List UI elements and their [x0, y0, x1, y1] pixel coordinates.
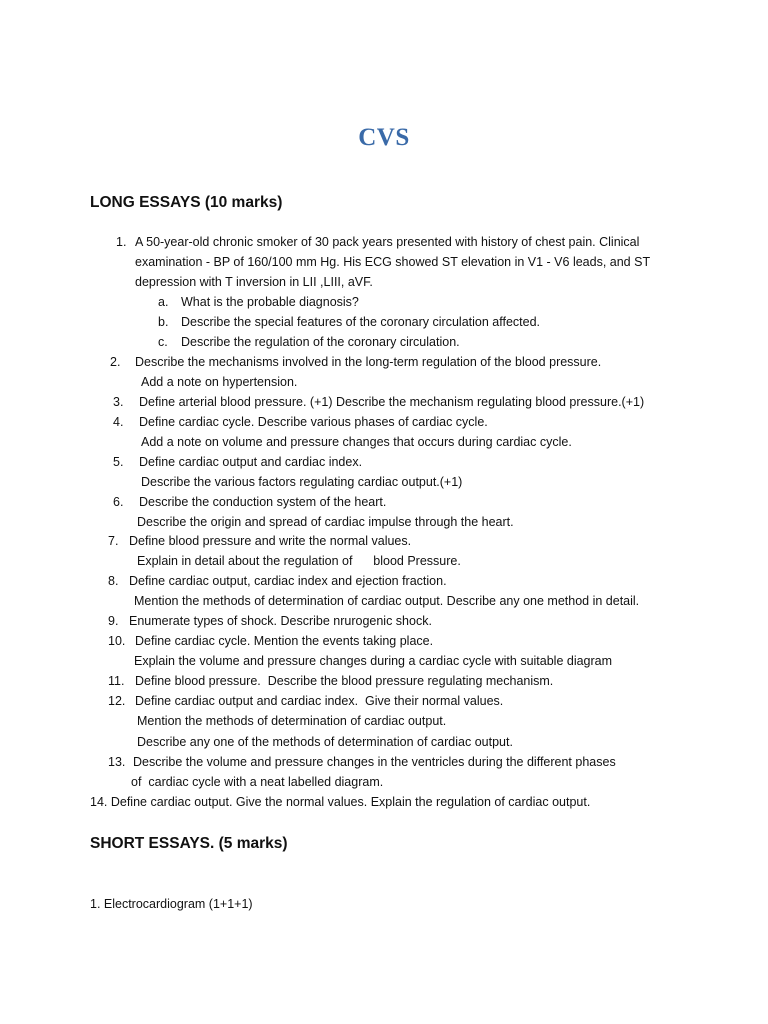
- page-title: CVS: [358, 124, 410, 151]
- list-item-text: of cardiac cycle with a neat labelled diagram.: [131, 775, 384, 789]
- list-item-number: 13.: [108, 755, 126, 769]
- list-item-text: Describe the conduction system of the heart.: [139, 495, 387, 509]
- list-item-text: Describe the various factors regulating cardiac output.(+1): [141, 475, 463, 489]
- list-item-text: Describe any one of the methods of determination of cardiac output.: [137, 735, 513, 749]
- list-item-text: depression with T inversion in LII ,LIII, aVF.: [135, 275, 373, 289]
- list-item-number: 8.: [108, 574, 119, 588]
- list-item-number: 3.: [113, 395, 124, 409]
- list-item-text: Define cardiac output and cardiac index. Give their normal values.: [135, 694, 504, 708]
- list-item-text: Explain the volume and pressure changes during a cardiac cycle with suitable diagram: [134, 654, 613, 668]
- list-item-text: Mention the methods of determination of cardiac output.: [137, 714, 447, 728]
- list-item-text: Describe the origin and spread of cardiac impulse through the heart.: [137, 515, 514, 529]
- sub-item-letter: c.: [158, 335, 168, 349]
- list-item-text: Define cardiac output and cardiac index.: [139, 455, 363, 469]
- sub-item-text: Describe the regulation of the coronary circulation.: [181, 335, 460, 349]
- sub-item-text: Describe the special features of the coronary circulation affected.: [181, 315, 540, 329]
- list-item-text: Describe the mechanisms involved in the long-term regulation of the blood pressure.: [135, 355, 602, 369]
- list-item-number: 11.: [108, 674, 125, 688]
- list-item-text: Describe the volume and pressure changes in the ventricles during the different phases: [133, 755, 616, 769]
- list-item-number: 9.: [108, 614, 119, 628]
- list-item-text: Add a note on volume and pressure changes that occurs during cardiac cycle.: [141, 435, 572, 449]
- list-item-text: A 50-year-old chronic smoker of 30 pack years presented with history of chest pain. Clinical: [135, 235, 640, 249]
- list-item-text: Define cardiac cycle. Mention the events taking place.: [135, 634, 434, 648]
- list-item-number: 7.: [108, 534, 119, 548]
- list-item-text: 14. Define cardiac output. Give the normal values. Explain the regulation of cardiac output.: [90, 795, 591, 809]
- long-essays-heading: LONG ESSAYS (10 marks): [90, 194, 283, 211]
- list-item-text: Define cardiac cycle. Describe various phases of cardiac cycle.: [139, 415, 488, 429]
- list-item-text: Define blood pressure. Describe the blood pressure regulating mechanism.: [135, 674, 554, 688]
- list-item-text: Define blood pressure and write the normal values.: [129, 534, 412, 548]
- list-item-number: 5.: [113, 455, 124, 469]
- list-item-number: 12.: [108, 694, 126, 708]
- list-item-number: 6.: [113, 495, 124, 509]
- list-item-number: 1.: [116, 235, 127, 249]
- short-essays-heading: SHORT ESSAYS. (5 marks): [90, 835, 288, 852]
- list-item-text: Mention the methods of determination of cardiac output. Describe any one method in detail.: [134, 594, 640, 608]
- list-item-text: examination - BP of 160/100 mm Hg. His ECG showed ST elevation in V1 - V6 leads, and ST: [135, 255, 651, 269]
- list-item-number: 2.: [110, 355, 121, 369]
- list-item-text: Explain in detail about the regulation of blood Pressure.: [137, 554, 461, 568]
- list-item-number: 10.: [108, 634, 126, 648]
- list-item-text: Add a note on hypertension.: [141, 375, 298, 389]
- list-item-text: Define arterial blood pressure. (+1) Describe the mechanism regulating blood pressure.(+1): [139, 395, 645, 409]
- list-item-number: 4.: [113, 415, 124, 429]
- sub-item-text: What is the probable diagnosis?: [181, 295, 359, 309]
- short-essay-item: 1. Electrocardiogram (1+1+1): [90, 897, 253, 911]
- list-item-text: Enumerate types of shock. Describe nrurogenic shock.: [129, 614, 432, 628]
- sub-item-letter: b.: [158, 315, 169, 329]
- list-item-text: Define cardiac output, cardiac index and ejection fraction.: [129, 574, 447, 588]
- sub-item-letter: a.: [158, 295, 169, 309]
